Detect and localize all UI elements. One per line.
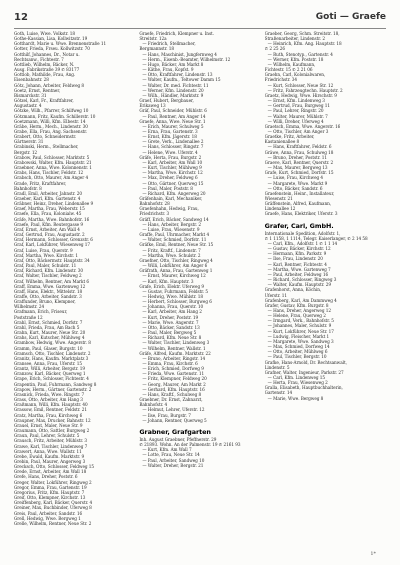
directory-entry: ✆ 21893. Wohn. An der Palmenstr. 19 ✆ 2161 93 (139, 442, 241, 448)
running-head: Goti — Graefe (315, 12, 386, 22)
directory-entry: Bahnhofstr. 8 (14, 185, 42, 191)
directory-entry: Graun, Paul, Lehrer, Schulstr. 5 (14, 433, 80, 439)
directory-entry: Graupner, Max, Drucker, Bahnstr. 12 (14, 417, 91, 423)
directory-entry: — Marie, Wwe. Angerstr. 7 (142, 319, 199, 325)
header-rule (14, 28, 386, 29)
directory-entry: Gregor, Emma, Frau, Gartenstr. 19 (14, 484, 87, 490)
directory-entry: — Ruth, Stenotyp., Gartenstr. 4 (267, 51, 333, 57)
directory-entry: Gottlob, Mathilde, Frau, Ang. (14, 72, 76, 78)
directory-entry: — Paul, Maler, Bergweg 5 (142, 330, 197, 336)
directory-entry: Lindenallee 12 (264, 206, 296, 212)
directory-entry: — Walter, Maurer, Mühlstr. 7 (267, 113, 328, 119)
directory-entry: ✆ 2 25 26 (264, 46, 286, 52)
directory-entry: Götz, Johann, Arbeiter, Feldweg 8 (14, 82, 85, 88)
directory-entry: — Luise, Frau, Wiesenstr. 9 (142, 226, 200, 232)
directory-entry: Gräfenhain, Karl, Mechaniker, (139, 196, 203, 201)
directory-entry: — Käthe, Frau, Kopfst. 9 (142, 67, 194, 73)
directory-entry: Graef, Martha, Frau, Weberstr. 15 (14, 206, 85, 212)
directory-entry: — Johannes, Maler, Schulstr. 9 (267, 323, 332, 329)
directory-entry: Graffe, Paul, Uhrmacher, Markt 4 (139, 232, 210, 238)
directory-entry: Gräf, Paul, Schneider, Mühlstr. 6 (139, 108, 207, 114)
directory-entry: — Helene, Frau, Querweg 2 (267, 313, 326, 319)
directory-entry: Grabowski, Walter, Kfm. Hauptstr. 21 (14, 159, 92, 165)
column-3 (265, 31, 386, 555)
directory-entry: — Richard, Kfm. Neue Str. 8 (142, 335, 202, 341)
directory-entry: Graf, Otto, Bäckermstr. Hauptstr. 34 (14, 257, 90, 263)
directory-entry: Grafke, Hans-Arnold, Dr. Rechtsanwalt, (264, 359, 347, 365)
directory-entry: — Otto, Bäcker, Sandstr. 13 (142, 324, 200, 330)
directory-entry: Granitz, Hans, Kaufm. Marktplatz 3 (14, 355, 89, 361)
directory-entry: — Helmut, Lehrer, Uferstr. 12 (142, 407, 205, 413)
directory-entry: — Lotte, Frau, Neue Str. 14 (142, 452, 200, 458)
directory-entry: — Walter, Dr. med. Fichtestr. 11 (142, 82, 209, 88)
directory-entry: Grape, Erich, Schlosser, Fichtestr. 4 (14, 376, 89, 382)
directory-entry: Grass, Otto, Arbeiter, Am Hang 3 (14, 397, 83, 403)
directory-entry: — Gustav, Bäcker, Kirchstr. 12 (267, 246, 331, 252)
directory-entry: Grambow, Hedwig, Wwe. Angerstr. 8 (14, 340, 91, 346)
directory-entry: — Walter, Schmied, Dorfstr. 11 (142, 237, 207, 243)
directory-entry: Gotthardt, Marie u. Wwe. Brennenstraße 11 (14, 41, 107, 47)
directory-entry: Granzow, Karl, Bäcker, Querweg 1 (14, 371, 86, 377)
directory-entry: — Otto, Tischler, Am Anger 3 (267, 128, 329, 134)
directory-entry: — Hans, Maschinist, Jungfernweg 4 (142, 51, 217, 57)
directory-entry: Grelle, Wilhelm, Rentner, Neue Str. 2 (14, 520, 92, 526)
directory-entry: Gramsch, Otto, Tischler, Lindenstr. 2 (14, 350, 91, 356)
directory-entry: — Herm., Eisenb.-Beamter, Wilhelmstr. 12 (142, 56, 231, 62)
directory-entry: — Hans, Kraftf., Schulweg 8 (142, 391, 202, 397)
entry-spacer (265, 217, 386, 221)
directory-entry: ✆ 1 1158, 1 1114, Telegr. Kaiserlanger, ✆ 2 14 58 (264, 235, 368, 241)
directory-entry: — Bruno, Dreher, Poststr. 11 (267, 154, 328, 160)
directory-entry: — Otto, Arbeiter, Mühlweg 6 (267, 349, 328, 355)
directory-entry: Graffunder, Bruno, Klempner, (14, 299, 76, 305)
directory-entry: — Martha, Wwe. Gartenweg 7 (267, 266, 331, 272)
directory-entry: Graf, Luise, Frau, Querstr. 9 (14, 247, 73, 253)
directory-entry: Graefe, Anna, Wwe. Neue Str. 1 (139, 118, 206, 124)
directory-entry: Graefenstein, Heinr., Installateur, (264, 190, 335, 196)
directory-entry: Grabow, Paul, Schlosser, Marktstr. 5 (14, 154, 90, 160)
directory-entry: Greger, Walter, Lokführer, Ringweg 2 (14, 479, 92, 485)
directory-entry: — Bruno, Arbeiter, Ringstr. 14 (142, 355, 206, 361)
directory-entry: Graetsch, Emma, Wwe. Angerstr. 16 (264, 123, 341, 129)
directory-entry: Grabinski, Herm., Stellmacher, (14, 144, 79, 150)
directory-entry: Straßenarbeiter, Lindenstr. 2 (264, 36, 325, 42)
directory-entry: Grapow, Herm., Gärtner, Gartenstr. 2 (14, 386, 92, 392)
directory-entry: Graßmann, Willi, Kfm. Hauptstr. 40 (14, 402, 88, 408)
directory-entry: Uferstr. 11 (264, 292, 288, 298)
directory-entry: Graff, Hans, Elektr., Mittelstr. 18 (14, 288, 83, 294)
directory-entry: Fichtestr. 15 ✆ 2 21 06 (264, 67, 313, 73)
directory-entry: Grafner, Walter, Ingenieur, Parkstr. 27 (264, 369, 344, 375)
directory-entry: Gräfe, Herta, Frau, Burgstr. 2 (139, 154, 202, 160)
directory-entry: Augustastr. 4 (14, 103, 42, 109)
directory-entry: — Karl, Arbeiter, Am Hang 2 (142, 309, 202, 315)
directory-entry: — Heinrich, Kfm. Ang. Hauptstr. 18 (267, 41, 342, 47)
directory-entry: — Kurt, Kfm. Am Wall 7 (142, 447, 192, 453)
directory-entry: — Walter, Kaufm. Hauptstr. 29 (267, 282, 331, 288)
directory-entry: Bismarckstr. 31 (14, 92, 47, 98)
directory-entry: Bahnhofstr. 4 (139, 402, 168, 408)
directory-entry: — Erich, Maurer, Schulweg 5 (142, 123, 204, 129)
directory-entry: Graf, Karl, Lokführer, Wiesenweg 17 (14, 242, 91, 248)
directory-entry: Grahs, Karl, Kutscher, Mühlweg 4 (14, 335, 85, 341)
directory-entry: Gratz, Martha, Frau, Kirchweg 6 (14, 412, 83, 418)
directory-entry: — Paul, Arbeiter, Feldweg 16 (267, 271, 329, 277)
directory-entry: Goetzmann, Willi, Kfm. Elbestr. 14 (14, 118, 86, 124)
directory-entry: Gartenstr. 14 (264, 390, 293, 396)
directory-entry: — Hans, Dreher, Angerweg 12 (267, 307, 331, 313)
directory-entry: Graefe, Friedrich, Klempner u. Inst. (139, 31, 214, 36)
directory-entry: — Paul, Rentner, Am Anger 14 (142, 113, 206, 119)
directory-entry: Grafenberg, Karl, Am Dammweg 4 (264, 297, 337, 303)
directory-entry: Graefner, Otto, Tischler, Ringweg 4 (139, 257, 213, 263)
directory-entry: Grafenhorst, Anna, Köchin, (264, 287, 322, 293)
directory-entry: — Helene, Wwe. Uferstr. 4 (142, 149, 198, 155)
directory-entry: Gottlieb, Wilhelm, Bäcker, N. (14, 61, 75, 67)
directory-entry: — Hedwig, Wwe. Mühlstr. 18 (142, 293, 204, 299)
directory-entry: — Willi, Dreher, Uferweg 4 (267, 118, 324, 124)
firm-heading: Grabner, Grafgarten (139, 427, 211, 436)
directory-entry: — Paul, Lehrer, Ringstr. 20 (267, 108, 324, 114)
directory-entry: Graf, Walter, Tischler, Feldweg 2 (14, 273, 82, 279)
directory-entry: Gotter, Frieda, Frseu. Kollwitzstr. 70 (14, 46, 90, 52)
directory-entry: — Ilse, Frau, Burgstr. 7 (142, 412, 191, 418)
directory-entry: — Irmgard, Verk., Bahnhofstr. 5 (267, 318, 334, 324)
page-number: 12 (14, 12, 28, 23)
directory-entry: Gregorius, Fritz, Kfm. Hauptstr. 7 (14, 489, 85, 495)
directory-entry: Graeve, Karl, Rentner, Querstr. 2 (264, 159, 334, 165)
directory-entry: Graf, Martha, Wwe. Kirchstr. 1 (14, 252, 78, 258)
directory-entry: Internationale Spedition, Adolfstr. 1, (264, 230, 341, 236)
directory-entry: — Ludwig, Fleischer, Markt 1 (267, 333, 330, 339)
directory-entry: Kastanienallee 8 (264, 139, 300, 145)
directory-entry: Gransee, Anna, Frau, Uferstr. 15 (14, 361, 82, 366)
directory-entry: Ausg. Fabrikstraße 39 ✆ 83177 (14, 67, 80, 73)
directory-entry: Gräfe, Martha, Wwe. Bahnhofstr. 16 (14, 216, 90, 222)
directory-entry: Gräfrath, Anna, Frau, Gartenweg 1 (139, 268, 213, 274)
directory-entry: Wilhelmstr. 24 (14, 304, 45, 310)
directory-entry: Grade, Fritz, Kraftfahrer, (14, 180, 67, 186)
directory-entry: Gräffenstein, Alfred, Kaufmann, (264, 201, 332, 207)
directory-entry: — Willi, Lokführer, Am Anger 6 (142, 263, 208, 269)
directory-entry: Greif, Otto, Klempner, Kirchstr. 13 (14, 495, 86, 501)
directory-entry: Gräfke, Emil, Rentner, Neue Str. 15 (139, 242, 214, 248)
page-header (14, 12, 386, 28)
directory-entry: — Ernst, Maurer, Kirchweg 12 (142, 273, 206, 279)
directory-entry: Grahl, Frieda, Frau, Am Bach 5 (14, 324, 80, 330)
directory-entry: — Emma, Frau, Kirchstr. 6 (142, 361, 198, 366)
directory-entry: Bahnhofstr. 28 (139, 201, 170, 207)
directory-entry: Gradl, Emil, Arbeiter, Jahnstr. 20 (14, 190, 83, 196)
directory-entry: — Carl, Kfm., Adolfstr. 1 ✆ 1 1 14 (267, 240, 338, 246)
directory-entry: Gräbner, Heinz, Dreher, Lindenallee 9 (14, 201, 94, 207)
directory-entry: — Hans, Kraftfahrer, Feldstr. 6 (267, 144, 332, 150)
directory-entry: Graf, Gertrud, Frau, Augustastr. 2 (14, 232, 85, 238)
directory-entry: Grantz, Willi, Arbeiter, Bergstr. 19 (14, 366, 86, 372)
directory-entry: — Paul, Arbeiter, Sandweg 10 (142, 457, 205, 463)
directory-entry: Rechtsanw., Fichtestr. 7 (14, 56, 64, 62)
directory-entry: Götzmann, Fritz, Kaufm. Schillerstr. 10 (14, 113, 96, 119)
directory-columns (14, 31, 386, 555)
directory-entry: — Gerhard, Kfm. Hauptstr. 16 (142, 386, 205, 392)
directory-entry: Graf, Ernst, Arbeiter, Am Wall 4 (14, 226, 80, 232)
directory-entry: Götzel, Karl, Fr., Kraftfahrer, (14, 98, 74, 104)
directory-entry: — Fritz, Kraftf., Lindenstr. 7 (142, 247, 201, 253)
directory-entry: Graebner, Dr. Ernst, Zahnarzt, (139, 397, 203, 403)
directory-entry: — Gertrud, Frau, Burgweg 11 (267, 103, 330, 109)
directory-entry: Graf, Richard, Kfm. Lindenstr. 30 (14, 268, 83, 274)
directory-entry: — Paul, Maler, Poststr. 8 (142, 185, 193, 191)
directory-entry: Gräfe, Alfred, Kaufm. Marktstr. 22 (139, 350, 211, 356)
directory-entry: — Walter, Kaufm., Teltower Damm 15 (142, 77, 221, 83)
directory-entry: — Otto, Kraftfahrer, Lindenstr. 13 (142, 72, 213, 78)
directory-entry: — Max, Dreher, Feldweg 6 (142, 175, 198, 181)
directory-entry: Graeber, Karl, Kfm. Gartenstr. 4 (14, 196, 81, 201)
directory-entry: — Fritz, Fahrzeugtechn. Hauptstr. 2 (267, 87, 343, 93)
directory-entry: — Martha, Wwe. Kirchstr. 12 (142, 170, 203, 176)
directory-entry: Grawe, Karl, Tischler, Lindenweg 7 (14, 443, 88, 449)
directory-entry: Gräwe, Anna, Frau, Schulweg 18 (264, 149, 334, 155)
directory-entry: — Erich, Schmied, Dorfweg 9 (142, 366, 204, 372)
directory-entry: Gräff, Erich, Bäcker, Sandweg 14 (139, 216, 209, 222)
directory-entry: Gralla, Elisabeth, Hauptbuchhalterin, (264, 385, 343, 391)
directory-entry: — Luise, Frau, Kirchweg 4 (267, 175, 324, 181)
directory-entry: — Max, Maurer, Bergweg 13 (267, 165, 328, 171)
directory-entry: — Georg, Maurer, Am Markt 2 (142, 381, 206, 387)
directory-entry: Grahl, Ernst, Schmied, Dorfstr. 7 (14, 319, 83, 325)
directory-entry: Grecksch, Otto, Schlosser, Feldweg 15 (14, 464, 95, 470)
directory-entry: — Werner, Kfm. Poststr. 18 (267, 56, 324, 62)
directory-entry: Graffe, Otto, Arbeiter, Sandstr. 3 (14, 293, 82, 299)
directory-entry: Grebin, Paul, Maurer, Angerweg 3 (14, 458, 86, 464)
directory-entry: Grafmann, Erich, Friseur, (14, 309, 68, 315)
directory-entry: Graetke, Fritz, Arbeiter, (264, 134, 315, 140)
directory-entry: — Hugo, Bäcker, Am Markt 8 (142, 61, 204, 67)
column-2 (139, 31, 260, 555)
directory-entry: Graeber, Georg, Schm. Streitstr. 18, (264, 31, 340, 36)
directory-entry: Grebe, Ewald, Kaufm. Marktstr. 9 (14, 453, 85, 459)
firm-heading: Grafer, Carl, GmbH. (264, 221, 334, 230)
directory-entry: Bergmannstr. 18 (139, 46, 175, 52)
directory-entry: — Werner, Kfm. Lindenstr. 20 (142, 87, 204, 93)
directory-entry: — Karl, Arbeiter, Am Wall 10 (142, 159, 203, 165)
directory-entry: Grabe, Ella, Frau, Ang. Sachsenstr. (14, 128, 88, 134)
directory-entry: Wiesenstr. 21 (264, 196, 293, 201)
directory-entry: Graefe, Paul, Kfm. Reutergasse 9 (14, 221, 83, 227)
directory-entry: — Gustav, Fuhrmann, Feldstr. 5 (142, 288, 208, 294)
column-1 (14, 31, 135, 555)
directory-entry: — Wilhelm, Kaufmann, (267, 61, 316, 67)
directory-entry: Goth, Luise, Wwe. Volkstr. 18 (14, 31, 75, 36)
directory-entry: Grapentin, Paul, Fuhrmann, Sandweg 8 (14, 381, 97, 387)
directory-entry: — Herbert, Schlosser, Burgweg 6 (142, 299, 212, 305)
directory-entry: — Kurt, Lokführer, Neue Str. 17 (267, 328, 334, 334)
directory-entry: Eisenbahnstr. 28 (14, 77, 49, 83)
directory-entry: — Karl, Rentner, Fichtestr. 4 (267, 261, 327, 267)
directory-entry: — Wilh., Händler, Marktstr. 9 (142, 92, 204, 98)
directory-entry: — Walter, Dreher, Bergstr. 21 (142, 462, 204, 468)
footer-mark: 1* (370, 551, 376, 557)
directory-entry: — Ernst, Kfm. Jägerstr. 18 (142, 134, 197, 140)
directory-entry: Gräbe, Herm., Mech., Lindenstr. 30 (14, 123, 88, 129)
directory-entry: — Hermann, Kfm. Parkstr. 9 (267, 251, 327, 257)
directory-entry: Graf, Paul, Maler, Schulstr. 11 (14, 263, 77, 269)
directory-entry: Graehn, Carl, Kolonialwaren, (264, 72, 326, 78)
directory-entry: Grahn, Kurt, Maurer, Neue Str. 20 (14, 330, 86, 336)
directory-entry: — Margarete, Wwe. Sandweg 3 (267, 338, 334, 344)
directory-entry: Bergstr. 12 (14, 149, 38, 155)
directory-entry: — Karl, Kfm. Hauptstr. 3 (142, 278, 194, 284)
directory-entry: — Kurt, Tischler, Mühlweg 9 (142, 165, 202, 171)
directory-entry: Streitstr. 12a (139, 36, 167, 42)
directory-entry: Grauel, Ernst, Maler, Neue Str. 9 (14, 422, 83, 428)
directory-entry: Grausch, Fritz, Arbeiter, Mühlstr. 3 (14, 438, 88, 444)
directory-entry: — Wilhelm, Rentner, Wallstr. 1 (142, 345, 206, 351)
directory-entry: Greiffenberg, Karl, Bäcker, Querstr. 4 (14, 500, 93, 506)
directory-entry: — Martha, Wwe. Schulstr. 2 (142, 252, 201, 258)
directory-entry: — Ernst, Kfm. Lindenweg 3 (267, 98, 325, 104)
directory-entry: Graf, Hermann, Schlosser, Grenzstr. 6 (14, 237, 93, 243)
directory-entry: Grabs, Hans, Tischler, Feldstr. 12 (14, 170, 84, 176)
directory-entry: Graff, Emma, Wwe. Gartenweg 12 (14, 283, 86, 289)
directory-entry: Grefe, Hans, Dreher, Poststr. 6 (14, 474, 78, 480)
directory-entry: Grasnick, Frieda, Wwe. Ringstr. 7 (14, 391, 85, 397)
directory-entry: — Johanna, Frau, Querstr. 10 (142, 304, 204, 310)
directory-entry: Götzke, Wilh., Pfarrer, Schilfweg 10 (14, 108, 89, 114)
entry-spacer (139, 423, 260, 427)
directory-entry: Grawert, Anna, Wwe. Wallstr. 11 (14, 448, 82, 454)
directory-entry: — Erna, Frau, Gartenstr. 3 (142, 128, 198, 134)
directory-entry: — Johann, Rentner, Querweg 5 (142, 417, 207, 423)
directory-entry: Grassow, Emil, Rentner, Feldstr. 21 (14, 407, 87, 413)
directory-entry: — Paul, Tischler, Bergstr. 10 (267, 354, 327, 360)
directory-entry: — Grete, Verk., Lindenallee 2 (142, 139, 204, 145)
directory-entry: Gärtnerstr. 31 (14, 139, 44, 145)
directory-entry: — Margarete, Wwe. Markt 9 (267, 180, 328, 186)
directory-entry: — Hans, Schlosser, Ringstr. 7 (142, 144, 204, 150)
directory-entry: — Kurt, Dreher, Poststr. 19 (142, 314, 199, 320)
directory-entry: — Friedrich, Stellmacher, (142, 41, 196, 47)
directory-entry: Graefe, Hans, Elektriker, Uferstr. 3 (264, 211, 338, 217)
directory-entry: — Fritz, Klempner, Feldweg 20 (142, 376, 207, 382)
directory-entry: — Herta, Frau, Wiesenweg 2 (267, 380, 328, 386)
directory-entry: — Ilse, Frau, Lindenstr. 20 (267, 256, 323, 262)
directory-entry: Graebner, Anna, Wwe. Kolonnenstr. 1 (14, 165, 92, 171)
directory-entry: Grafe, Kurt, Schmied, Dorfstr. 15 (264, 170, 334, 176)
directory-entry: — Kurt, Schlosser, Neue Str. 12 (267, 82, 334, 88)
directory-entry: Erikaweg 13 (139, 103, 166, 109)
directory-entry: Greis, Paul, Arbeiter, Sandstr. 16 (14, 510, 83, 516)
directory-entry: Graumann, Otto, Sattler, Burgweg 2 (14, 428, 90, 434)
directory-entry: — Max, Schmied, Dorfweg 14 (267, 344, 330, 350)
directory-entry: — Marie, Wwe. Bergweg 8 (267, 395, 324, 401)
directory-entry: Graefe, Ella, Frau, Kolonialw. 45 (14, 211, 82, 217)
directory-entry: — Richard, Kfm. Angerweg 20 (142, 190, 206, 196)
directory-entry: Graf, Wilhelm, Rentner, Am Markt 6 (14, 278, 89, 284)
directory-entry: Poststraße 12 (14, 314, 43, 320)
directory-entry: — Walter, Tischler, Lindenweg 3 (142, 340, 210, 346)
directory-entry: Graef, Hubert, Bergbauer, (139, 98, 194, 104)
directory-entry: Gothe-Kassian, Lisa, Kollwitzstr. 19 (14, 36, 88, 42)
directory-entry: — Richard, Schlosser, Ringweg 3 (267, 277, 337, 283)
directory-entry: Grell, Hedwig, Wwe. Bergweg 1 (14, 515, 81, 521)
directory-entry: Grabsch, Otto, Maurer, Am Anger 4 (14, 175, 89, 181)
directory-entry: Lindenstr. 5 (264, 364, 290, 370)
directory-entry: — Hans, Arbeiter, Bergstr. 2 (142, 221, 201, 227)
directory-entry: Goetz, Ernst, Rentner, (14, 87, 61, 93)
directory-entry: — Otto, Bäcker, Sandstr. 6 (267, 185, 323, 191)
directory-entry: Greiner, Max, Buchbinder, Uferweg 8 (14, 505, 92, 511)
directory-entry: Friedrichstr. 34 (264, 77, 298, 83)
directory-entry: Inh. August Graebner, Pfeffnerstr. 29 (139, 436, 217, 442)
directory-entry: Gramm, Paul, Glaser, Burgstr. 10 (14, 345, 83, 351)
directory-entry: — Otto, Gärtner, Querweg 15 (142, 180, 204, 186)
directory-entry: Grabert, Otto, Schneidermstr. (14, 134, 77, 140)
directory-entry: Graetz, Hedwig, Wwe. Hirschstr. 9 (264, 92, 337, 98)
directory-entry: Grafer, Gustav, Kfm. Burgstr. 8 (264, 302, 329, 308)
directory-entry: Friedrichstr. 3 (139, 211, 170, 217)
directory-entry: Graefenhahn, Hedwig, Frau, (139, 206, 199, 212)
directory-entry: — Frieda, Wwe. Gartenstr. 11 (142, 371, 205, 377)
directory-entry: Grafe, Erich, Elektr. Uferweg 9 (139, 283, 205, 289)
directory-entry: Grede, Ernst, Arbeiter, Am Wall 18 (14, 469, 87, 475)
directory-entry: Gotthilf, Johannes, Dr., Notar u. (14, 51, 80, 57)
directory-entry: — Carl, Kfm. Lindenweg 15 (267, 375, 326, 380)
